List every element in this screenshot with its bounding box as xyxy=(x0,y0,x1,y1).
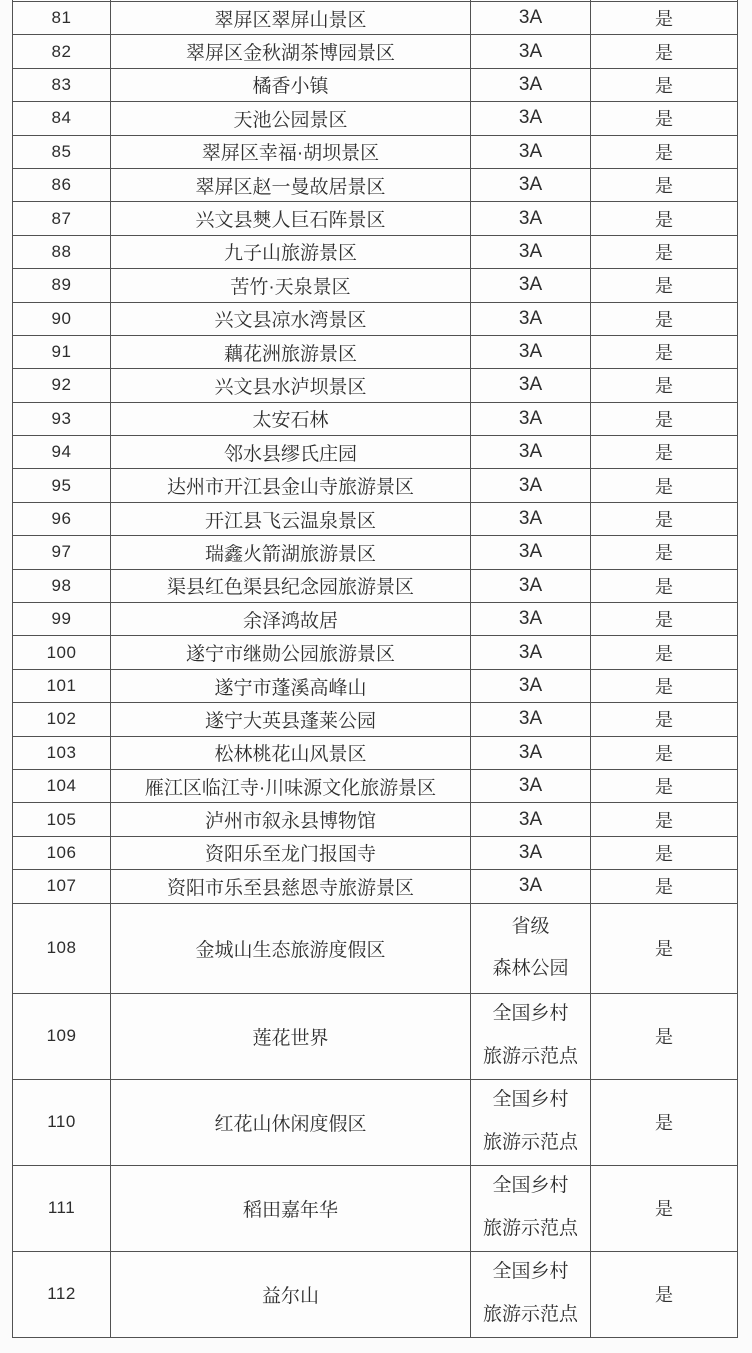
row-number-cell: 95 xyxy=(13,469,111,502)
scenic-area-name-cell: 翠屏区幸福·胡坝景区 xyxy=(111,135,471,168)
row-number-cell: 101 xyxy=(13,669,111,702)
row-number-cell: 111 xyxy=(13,1165,111,1251)
row-number-cell: 90 xyxy=(13,302,111,335)
rating-cell: 3A xyxy=(471,369,591,402)
included-flag-cell: 是 xyxy=(591,836,738,869)
row-number-cell: 99 xyxy=(13,603,111,636)
rating-cell xyxy=(471,1079,591,1165)
table-row xyxy=(13,369,738,402)
table-row xyxy=(13,1079,738,1165)
included-flag-cell: 是 xyxy=(591,1165,738,1251)
included-flag-cell: 是 xyxy=(591,636,738,669)
table-row xyxy=(13,636,738,669)
scenic-area-name-cell: 达州市开江县金山寺旅游景区 xyxy=(111,469,471,502)
included-flag-cell: 是 xyxy=(591,769,738,802)
included-flag-cell: 是 xyxy=(591,469,738,502)
included-flag-cell: 是 xyxy=(591,335,738,368)
included-flag-cell: 是 xyxy=(591,235,738,268)
table-row xyxy=(13,502,738,535)
row-number-cell: 112 xyxy=(13,1251,111,1337)
row-number-cell: 87 xyxy=(13,202,111,235)
scenic-area-name-cell: 遂宁大英县蓬莱公园 xyxy=(111,703,471,736)
rating-cell: 3A xyxy=(471,102,591,135)
rating-multiline xyxy=(471,994,590,1079)
rating-cell xyxy=(471,1165,591,1251)
scenic-area-name-cell: 兴文县凉水湾景区 xyxy=(111,302,471,335)
rating-cell: 3A xyxy=(471,302,591,335)
table-row xyxy=(13,436,738,469)
rating-multiline xyxy=(471,1166,590,1251)
rating-line: 旅游示范点 xyxy=(482,1045,578,1067)
rating-cell: 3A xyxy=(471,636,591,669)
rating-cell xyxy=(471,903,591,993)
scenic-area-name-cell: 藕花洲旅游景区 xyxy=(111,335,471,368)
rating-cell: 3A xyxy=(471,502,591,535)
rating-cell: 3A xyxy=(471,669,591,702)
row-number-cell: 109 xyxy=(13,993,111,1079)
scenic-area-name-cell: 益尔山 xyxy=(111,1251,471,1337)
rating-cell: 3A xyxy=(471,736,591,769)
scenic-area-name-cell: 遂宁市继勋公园旅游景区 xyxy=(111,636,471,669)
included-flag-cell: 是 xyxy=(591,536,738,569)
row-number-cell: 85 xyxy=(13,135,111,168)
rating-cell xyxy=(471,1251,591,1337)
rating-cell: 3A xyxy=(471,536,591,569)
rating-multiline xyxy=(471,1080,590,1165)
scenic-area-name-cell: 太安石林 xyxy=(111,402,471,435)
scenic-area-name-cell: 瑞鑫火箭湖旅游景区 xyxy=(111,536,471,569)
rating-cell: 3A xyxy=(471,836,591,869)
included-flag-cell: 是 xyxy=(591,569,738,602)
scenic-area-name-cell: 翠屏区赵一曼故居景区 xyxy=(111,168,471,201)
scenic-area-name-cell: 翠屏区翠屏山景区 xyxy=(111,2,471,35)
included-flag-cell: 是 xyxy=(591,2,738,35)
rated-scenic-areas-table xyxy=(12,0,737,1338)
table-row xyxy=(13,35,738,68)
table-row xyxy=(13,2,738,35)
row-number-cell: 107 xyxy=(13,870,111,903)
scenic-area-name-cell: 稻田嘉年华 xyxy=(111,1165,471,1251)
rating-cell xyxy=(471,993,591,1079)
included-flag-cell: 是 xyxy=(591,870,738,903)
table-row xyxy=(13,569,738,602)
table-row xyxy=(13,669,738,702)
row-number-cell: 110 xyxy=(13,1079,111,1165)
included-flag-cell: 是 xyxy=(591,68,738,101)
rating-line: 全国乡村 xyxy=(492,1002,569,1024)
row-number-cell: 94 xyxy=(13,436,111,469)
scenic-area-name-cell: 资阳市乐至县慈恩寺旅游景区 xyxy=(111,870,471,903)
rating-line: 森林公园 xyxy=(492,957,569,979)
rating-line: 旅游示范点 xyxy=(482,1131,578,1153)
table-row xyxy=(13,836,738,869)
table-row xyxy=(13,235,738,268)
row-number-cell: 108 xyxy=(13,903,111,993)
scenic-area-name-cell: 翠屏区金秋湖茶博园景区 xyxy=(111,35,471,68)
rating-line: 全国乡村 xyxy=(492,1260,569,1282)
included-flag-cell: 是 xyxy=(591,603,738,636)
row-number-cell: 81 xyxy=(13,2,111,35)
rating-cell: 3A xyxy=(471,68,591,101)
scenic-area-name-cell: 雁江区临江寺·川味源文化旅游景区 xyxy=(111,769,471,802)
table-row xyxy=(13,402,738,435)
table-body xyxy=(13,0,738,1337)
included-flag-cell: 是 xyxy=(591,135,738,168)
row-number-cell: 106 xyxy=(13,836,111,869)
row-number-cell: 89 xyxy=(13,269,111,302)
row-number-cell: 84 xyxy=(13,102,111,135)
included-flag-cell: 是 xyxy=(591,369,738,402)
included-flag-cell: 是 xyxy=(591,703,738,736)
scenic-area-name-cell: 松林桃花山风景区 xyxy=(111,736,471,769)
scenic-area-name-cell: 兴文县僰人巨石阵景区 xyxy=(111,202,471,235)
scenic-area-name-cell: 金城山生态旅游度假区 xyxy=(111,903,471,993)
rating-cell: 3A xyxy=(471,168,591,201)
included-flag-cell: 是 xyxy=(591,436,738,469)
rating-cell: 3A xyxy=(471,335,591,368)
scenic-area-name-cell: 苦竹·天泉景区 xyxy=(111,269,471,302)
table-row xyxy=(13,202,738,235)
included-flag-cell: 是 xyxy=(591,302,738,335)
included-flag-cell: 是 xyxy=(591,803,738,836)
rating-multiline xyxy=(471,904,590,993)
rating-line: 全国乡村 xyxy=(492,1088,569,1110)
rating-cell: 3A xyxy=(471,402,591,435)
scenic-area-name-cell: 渠县红色渠县纪念园旅游景区 xyxy=(111,569,471,602)
table-row xyxy=(13,703,738,736)
table-row xyxy=(13,168,738,201)
row-number-cell: 91 xyxy=(13,335,111,368)
included-flag-cell: 是 xyxy=(591,502,738,535)
table-row xyxy=(13,803,738,836)
scenic-area-name-cell: 遂宁市蓬溪高峰山 xyxy=(111,669,471,702)
table-row xyxy=(13,736,738,769)
row-number-cell: 83 xyxy=(13,68,111,101)
rating-cell: 3A xyxy=(471,569,591,602)
scenic-area-name-cell: 橘香小镇 xyxy=(111,68,471,101)
rating-cell: 3A xyxy=(471,469,591,502)
included-flag-cell: 是 xyxy=(591,35,738,68)
scenic-area-name-cell: 莲花世界 xyxy=(111,993,471,1079)
rating-cell: 3A xyxy=(471,202,591,235)
rating-cell: 3A xyxy=(471,135,591,168)
table-row xyxy=(13,302,738,335)
rating-cell: 3A xyxy=(471,2,591,35)
table-row xyxy=(13,269,738,302)
included-flag-cell: 是 xyxy=(591,202,738,235)
row-number-cell: 86 xyxy=(13,168,111,201)
row-number-cell: 98 xyxy=(13,569,111,602)
included-flag-cell: 是 xyxy=(591,736,738,769)
row-number-cell: 105 xyxy=(13,803,111,836)
included-flag-cell: 是 xyxy=(591,402,738,435)
rating-multiline xyxy=(471,1252,590,1337)
rating-cell: 3A xyxy=(471,603,591,636)
table-row xyxy=(13,603,738,636)
included-flag-cell: 是 xyxy=(591,993,738,1079)
rating-cell: 3A xyxy=(471,803,591,836)
table-row xyxy=(13,68,738,101)
row-number-cell: 93 xyxy=(13,402,111,435)
row-number-cell: 96 xyxy=(13,502,111,535)
rating-line: 省级 xyxy=(511,915,550,937)
table-row xyxy=(13,903,738,993)
table-row xyxy=(13,469,738,502)
table-row xyxy=(13,102,738,135)
included-flag-cell: 是 xyxy=(591,269,738,302)
table-row xyxy=(13,769,738,802)
rating-line: 旅游示范点 xyxy=(482,1303,578,1325)
scenic-area-name-cell: 兴文县水泸坝景区 xyxy=(111,369,471,402)
scenic-area-name-cell: 红花山休闲度假区 xyxy=(111,1079,471,1165)
rating-cell: 3A xyxy=(471,703,591,736)
rating-line: 全国乡村 xyxy=(492,1174,569,1196)
row-number-cell: 100 xyxy=(13,636,111,669)
rating-cell: 3A xyxy=(471,769,591,802)
row-number-cell: 97 xyxy=(13,536,111,569)
rating-cell: 3A xyxy=(471,269,591,302)
table-row xyxy=(13,536,738,569)
table-row xyxy=(13,1251,738,1337)
rating-cell: 3A xyxy=(471,870,591,903)
row-number-cell: 82 xyxy=(13,35,111,68)
row-number-cell: 102 xyxy=(13,703,111,736)
included-flag-cell: 是 xyxy=(591,1079,738,1165)
table-row xyxy=(13,335,738,368)
scenic-area-name-cell: 九子山旅游景区 xyxy=(111,235,471,268)
scenic-area-name-cell: 天池公园景区 xyxy=(111,102,471,135)
table-row xyxy=(13,1165,738,1251)
included-flag-cell: 是 xyxy=(591,102,738,135)
included-flag-cell: 是 xyxy=(591,669,738,702)
table-row xyxy=(13,993,738,1079)
included-flag-cell: 是 xyxy=(591,1251,738,1337)
included-flag-cell: 是 xyxy=(591,168,738,201)
scenic-area-name-cell: 邻水县缪氏庄园 xyxy=(111,436,471,469)
row-number-cell: 104 xyxy=(13,769,111,802)
included-flag-cell: 是 xyxy=(591,903,738,993)
rating-cell: 3A xyxy=(471,436,591,469)
scenic-area-name-cell: 资阳乐至龙门报国寺 xyxy=(111,836,471,869)
row-number-cell: 92 xyxy=(13,369,111,402)
rating-cell: 3A xyxy=(471,35,591,68)
table-row xyxy=(13,870,738,903)
row-number-cell: 103 xyxy=(13,736,111,769)
table-row xyxy=(13,135,738,168)
rating-line: 旅游示范点 xyxy=(482,1217,578,1239)
scenic-area-name-cell: 泸州市叙永县博物馆 xyxy=(111,803,471,836)
table xyxy=(12,0,738,1338)
rating-cell: 3A xyxy=(471,235,591,268)
scenic-area-name-cell: 余泽鸿故居 xyxy=(111,603,471,636)
scenic-area-name-cell: 开江县飞云温泉景区 xyxy=(111,502,471,535)
row-number-cell: 88 xyxy=(13,235,111,268)
